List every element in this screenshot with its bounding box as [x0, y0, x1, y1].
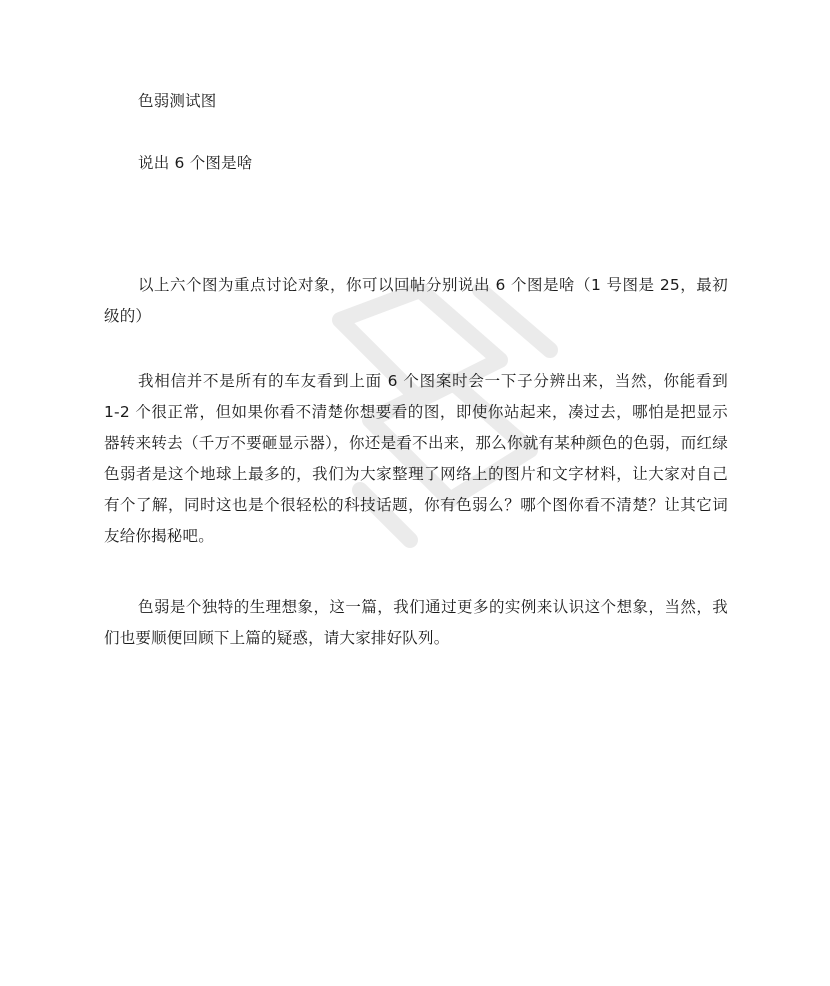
document-subtitle [104, 148, 728, 179]
paragraph-3 [104, 592, 728, 654]
subtitle-text: 说出 6 个图是啥 [138, 154, 253, 172]
paragraph-2 [104, 366, 728, 552]
title-text: 色弱测试图 [138, 92, 217, 110]
document-title [104, 86, 728, 117]
paragraph-1 [104, 270, 728, 332]
paragraph-text: 色弱是个独特的生理想象，这一篇，我们通过更多的实例来认识这个想象，当然，我们也要顺便回顾下上篇的疑惑，请大家排好队列。 [104, 598, 728, 647]
paragraph-text: 我相信并不是所有的车友看到上面 6 个图案时会一下子分辨出来，当然，你能看到 1-2 个很正常，但如果你看不清楚你想要看的图，即使你站起来，凑过去，哪怕是把显示器转来转去（千万不要砸显示器），你还是看不出来，那么你就有某种颜色的色弱，而红绿色弱者是这个地球上最多的，我们为大家整理了网络上的图片和文字材料，让大家对自己有个了解，同时这也是个很轻松的科技话题，你有色弱么？哪个图你看不清楚？让其它词友给你揭秘吧。 [104, 372, 728, 545]
paragraph-text: 以上六个图为重点讨论对象，你可以回帖分别说出 6 个图是啥（1 号图是 25，最初级的） [104, 276, 728, 325]
